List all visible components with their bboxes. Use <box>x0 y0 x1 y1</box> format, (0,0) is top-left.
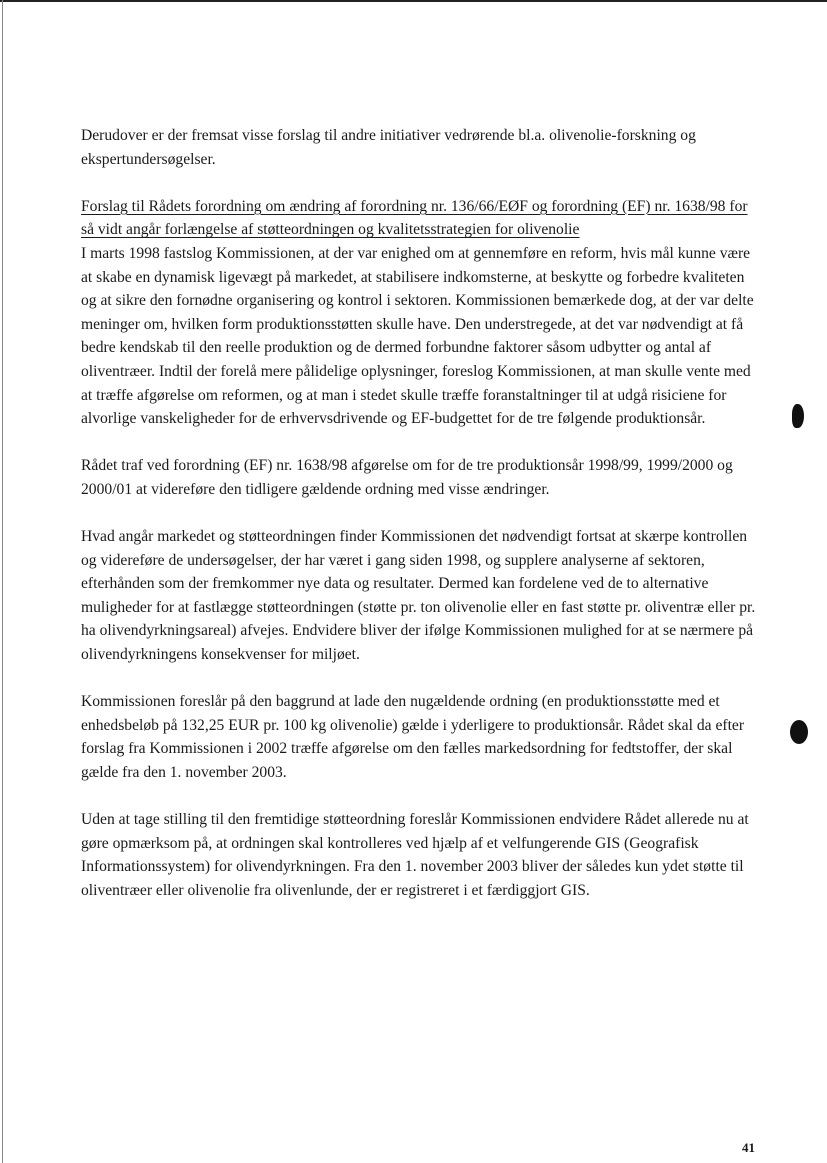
body-paragraph-1: I marts 1998 fastslog Kommissionen, at der var enighed om at gennemføre en reform, hvis mål kunne være at skabe en dynamisk ligevægt på markedet, at stabilisere indkomsterne, at beskytte og forbedre kvaliteten og at sikre den fornødne organisering og kontrol i sektoren. Kommissionen bemærkede dog, at der var delte meninger om, hvilken form produktionsstøtten skulle have. Den understregede, at det var nødvendigt at få bedre kendskab til den reelle produktion og de dermed forbundne faktorer såsom udbytter og antal af oliventræer. Indtil der forelå mere pålidelige oplysninger, foreslog Kommissionen, at man skulle vente med at træffe afgørelse om reformen, og at man i stedet skulle træffe foranstaltninger til at udgå risiciene for alvorlige vanskeligheder for de erhvervsdrivende og EF-budgettet for de tre følgende produktionsår. <box>81 244 754 428</box>
body-paragraph-3: Hvad angår markedet og støtteordningen finder Kommissionen det nødvendigt fortsat at skærpe kontrollen og videreføre de undersøgelser, der har været i gang siden 1998, og supplere analyserne af sektoren, efterhånden som der fremkommer nye data og resultater. Dermed kan fordelene ved de to alternative muligheder for at fastlægge støtteordningen (støtte pr. ton olivenolie eller en fast støtte pr. oliventræ eller pr. ha olivendyrkningsareal) afvejes. Endvidere bliver der ifølge Kommissionen mulighed for at se nærmere på olivendyrkningens konsekvenser for miljøet. <box>81 528 756 664</box>
binder-hole-mark <box>790 720 808 744</box>
body-paragraph-2: Rådet traf ved forordning (EF) nr. 1638/98 afgørelse om for de tre produktionsår 1998/99, 1999/2000 og 2000/01 at videreføre den tidligere gældende ordning med visse ændringer. <box>81 457 733 498</box>
page-number: 41 <box>742 1140 755 1155</box>
section-heading: Forslag til Rådets forordning om ændring af forordning nr. 136/66/EØF og forordning (EF) nr. 1638/98 for så vidt angår forlængelse af støtteordningen og kvalitetsstrategien for olivenolie <box>81 197 748 239</box>
intro-paragraph: Derudover er der fremsat visse forslag til andre initiativer vedrørende bl.a. olivenolie-forskning og ekspertundersøgelser. <box>81 127 696 168</box>
page-left-border <box>2 0 3 1163</box>
document-body <box>81 124 757 903</box>
binder-hole-mark <box>792 404 804 428</box>
page-top-border <box>0 0 827 2</box>
body-paragraph-4: Kommissionen foreslår på den baggrund at lade den nugældende ordning (en produktionsstøtte med et enhedsbeløb på 132,25 EUR pr. 100 kg olivenolie) gælde i yderligere to produktionsår. Rådet skal da efter forslag fra Kommissionen i 2002 træffe afgørelse om den fælles markedsordning for fedtstoffer, der skal gælde fra den 1. november 2003. <box>81 693 745 782</box>
body-paragraph-5: Uden at tage stilling til den fremtidige støtteordning foreslår Kommissionen endvidere Rådet allerede nu at gøre opmærksom på, at ordningen skal kontrolleres ved hjælp af et velfungerende GIS (Geografisk Informationssystem) for olivendyrkningen. Fra den 1. november 2003 bliver der således kun ydet støtte til oliventræer eller olivenolie fra olivenlunde, der er registreret i et færdiggjort GIS. <box>81 811 749 899</box>
